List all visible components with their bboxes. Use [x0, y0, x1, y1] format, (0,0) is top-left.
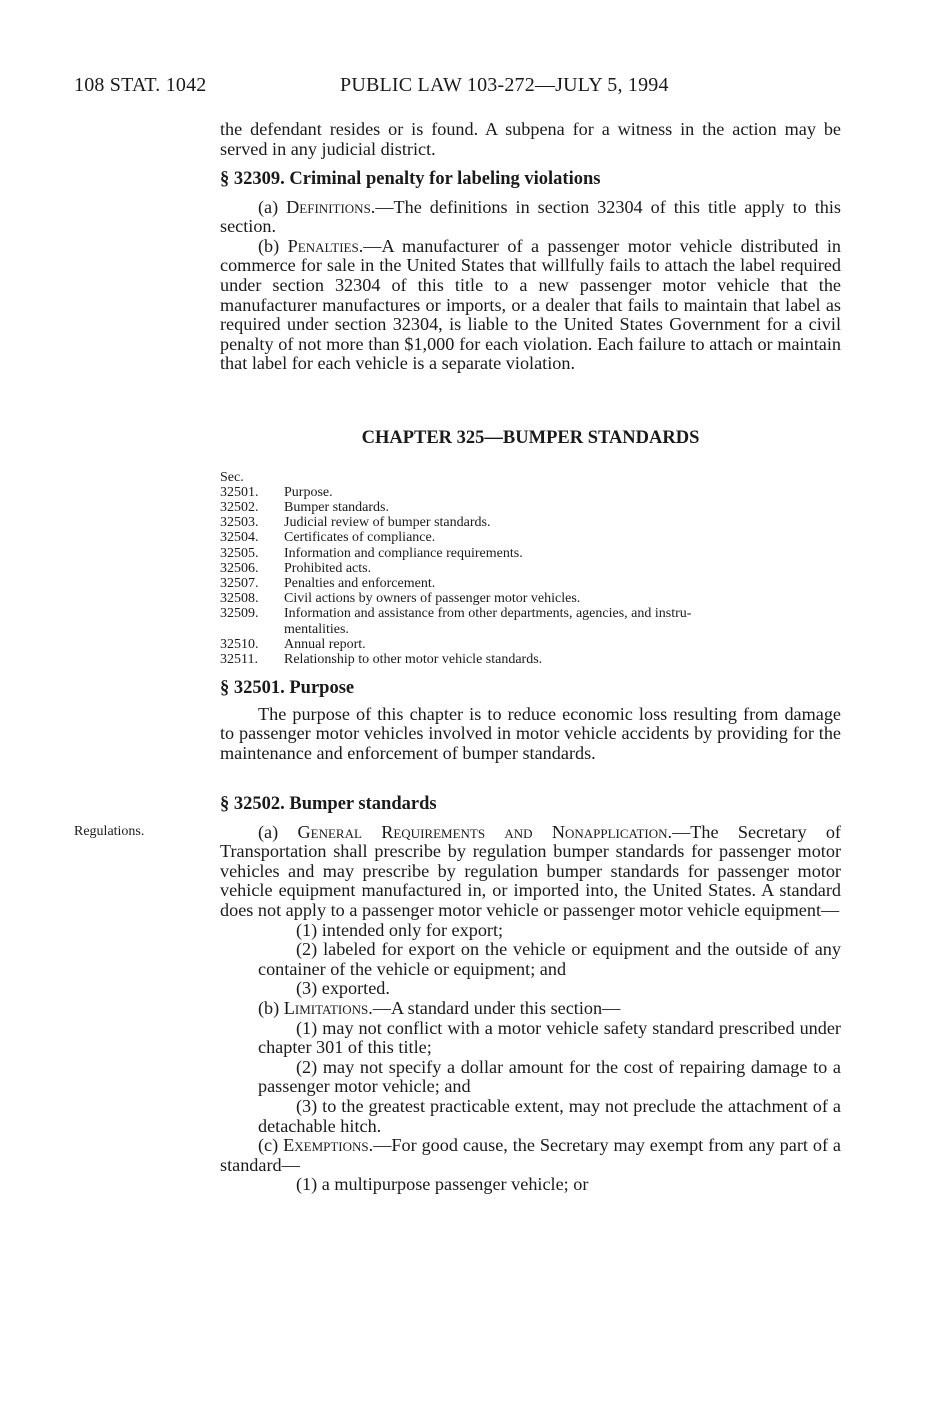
- toc-section-number: 32505.: [220, 545, 259, 561]
- paragraph-b2: (2) may not specify a dollar amount for the cost of repairing damage to a passenger motor vehicle; and: [258, 1056, 841, 1097]
- chapter-title: CHAPTER 325—BUMPER STANDARDS: [361, 428, 700, 448]
- toc-section-number: 32501.: [220, 484, 259, 500]
- toc-section-number: 32510.: [220, 636, 259, 652]
- toc-entry: [220, 637, 841, 652]
- toc-section-number: 32507.: [220, 576, 259, 592]
- subsection-a: [220, 198, 841, 237]
- subsection-c: [220, 1136, 841, 1175]
- toc-section-title: Certificates of compliance.: [284, 530, 436, 546]
- toc-entry: [220, 591, 841, 606]
- paragraph-a3: (3) exported.: [296, 978, 390, 999]
- subsection-text: —A standard under this section—: [372, 997, 621, 1018]
- toc-entry: [220, 530, 841, 545]
- toc-section-number: 32502.: [220, 500, 259, 515]
- subsection-label: (b): [258, 997, 284, 1018]
- toc-entry: [220, 561, 841, 576]
- paragraph-b3: (3) to the greatest practicable extent, may not preclude the attachment of a detachable hitch.: [258, 1095, 841, 1136]
- toc-section-title: Civil actions by owners of passenger motor vehicles.: [284, 591, 581, 607]
- paragraph-a1: (1) intended only for export;: [296, 919, 504, 940]
- subsection-caption: General Requirements and Nonapplication.: [297, 821, 673, 842]
- subsection-b: [220, 999, 841, 1019]
- section-heading-32502: § 32502. Bumper standards: [220, 794, 437, 814]
- section-32501: [220, 679, 841, 763]
- toc-section-title: Purpose.: [284, 484, 333, 500]
- toc-entry: [220, 500, 841, 515]
- subsection-caption: Exemptions.: [283, 1135, 374, 1156]
- toc-section-title-continued: mentalities.: [284, 621, 349, 637]
- purpose-text: The purpose of this chapter is to reduce economic loss resulting from damage to passenger motor vehicles involved in motor vehicle accidents by providing for the maintenance and enforcement of bumper standards.: [220, 703, 841, 763]
- subsection-caption: Limitations.: [283, 997, 373, 1018]
- toc-section-number: 32506.: [220, 560, 259, 576]
- subsection-label: (c): [258, 1135, 284, 1156]
- subsection-label: (a): [258, 821, 298, 842]
- subsection-text: —For good cause, the Secretary may exempt from any part of a standard—: [220, 1135, 842, 1175]
- subsection-caption: Definitions.: [286, 196, 376, 217]
- toc-section-title: Bumper standards.: [284, 500, 389, 515]
- toc-section-number: 32503.: [220, 515, 259, 531]
- toc-section-title: Judicial review of bumper standards.: [284, 515, 491, 531]
- subsection-label: (b): [258, 235, 288, 256]
- toc-section-number: 32508.: [220, 591, 259, 607]
- section-32309: [220, 170, 841, 374]
- toc-entry: [220, 485, 841, 500]
- toc-section-title: Penalties and enforcement.: [284, 576, 436, 592]
- toc-section-title: Information and assistance from other departments, agencies, and instru-: [284, 606, 692, 622]
- subsection-b: [220, 237, 841, 374]
- toc-section-number: 32511.: [220, 652, 258, 668]
- chapter-325: [220, 429, 841, 667]
- table-of-contents: [220, 470, 841, 668]
- toc-entry: [220, 652, 841, 667]
- toc-section-title: Information and compliance requirements.: [284, 545, 523, 561]
- paragraph-a2: (2) labeled for export on the vehicle or equipment and the outside of any container of the vehicle or equipment; and: [258, 939, 841, 979]
- subsection-text: —The definitions in section 32304 of this title apply to this section.: [220, 196, 842, 237]
- subsection-label: (a): [258, 196, 287, 217]
- stat-citation: 108 STAT. 1042: [74, 74, 207, 96]
- section-32502: [220, 795, 841, 1195]
- subsection-a: [220, 823, 841, 921]
- toc-sec-label: Sec.: [220, 469, 244, 485]
- continuation-text: the defendant resides or is found. A subpena for a witness in the action may be served in any judicial district.: [220, 119, 841, 159]
- public-law-title: PUBLIC LAW 103-272—JULY 5, 1994: [340, 74, 669, 96]
- toc-section-title: Relationship to other motor vehicle standards.: [284, 652, 543, 668]
- subsection-text: —The Secretary of Transportation shall prescribe by regulation bumper standards for passenger motor vehicles and may prescribe by regulation bumper standards for passenger motor vehicle equipment manufactured in, or imported into, the United States. A standard does not apply to a passenger motor vehicle or passenger motor vehicle equipment—: [220, 821, 841, 920]
- toc-entry: [220, 606, 841, 621]
- toc-section-number: 32504.: [220, 530, 259, 546]
- toc-section-number: 32509.: [220, 606, 259, 622]
- toc-section-title: Prohibited acts.: [284, 560, 372, 576]
- toc-entry: [220, 515, 841, 530]
- paragraph-c1: (1) a multipurpose passenger vehicle; or: [296, 1174, 589, 1195]
- section-heading-32309: § 32309. Criminal penalty for labeling violations: [220, 169, 601, 189]
- continuation-block: [220, 120, 841, 159]
- paragraph-b1: (1) may not conflict with a motor vehicle safety standard prescribed under chapter 301 of this title;: [258, 1017, 841, 1058]
- margin-note-regulations: Regulations.: [74, 824, 145, 839]
- section-heading-32501: § 32501. Purpose: [220, 678, 355, 698]
- toc-section-title: Annual report.: [284, 636, 366, 652]
- subsection-text: —A manufacturer of a passenger motor vehicle distributed in commerce for sale in the United States that willfully fails to attach the label required under section 32304 of this title to a new passenger motor vehicle that the manufacturer manufactures or imports, or a dealer that fails to maintain that label as required under section 32304, is liable to the United States Government for a civil penalty of not more than $1,000 for each violation. Each failure to attach or maintain that label for each vehicle is a separate violation.: [220, 235, 841, 374]
- toc-entry: [220, 546, 841, 561]
- toc-entry: [220, 576, 841, 591]
- subsection-caption: Penalties.: [287, 235, 364, 256]
